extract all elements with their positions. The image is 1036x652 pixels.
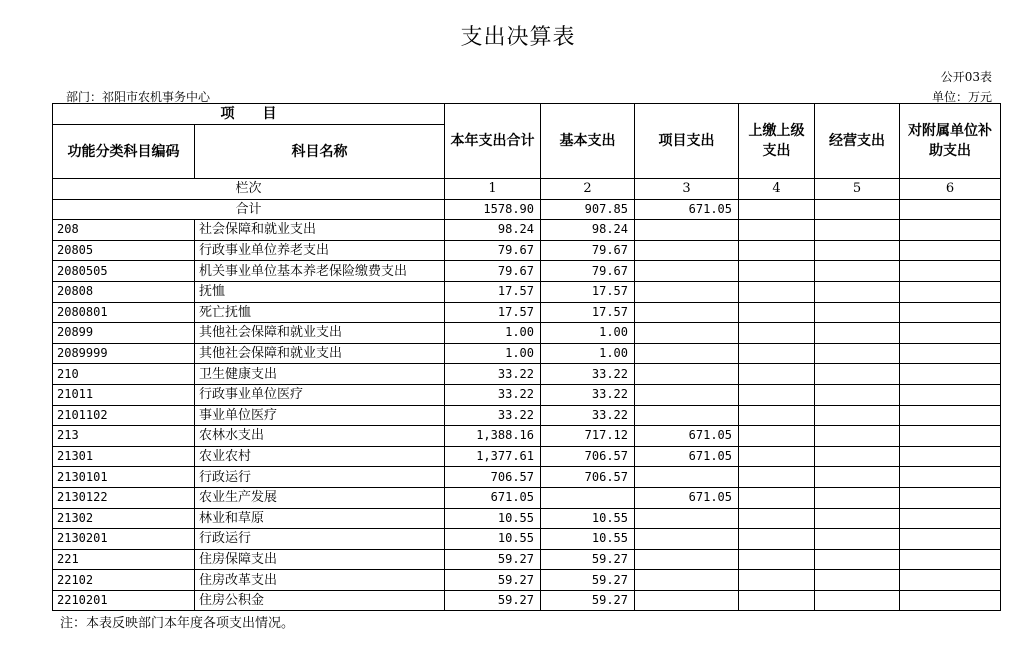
row-upper: [739, 343, 815, 364]
header-code: 功能分类科目编码: [53, 125, 195, 179]
sum-item: 671.05: [635, 199, 739, 220]
row-basic: 59.27: [541, 570, 635, 591]
row-code: 2210201: [53, 590, 195, 611]
row-upper: [739, 487, 815, 508]
row-upper: [739, 364, 815, 385]
row-item: [635, 240, 739, 261]
header-upper: 上缴上级支出: [739, 104, 815, 179]
row-code: 2080505: [53, 261, 195, 282]
row-basic: 79.67: [541, 261, 635, 282]
header-project: 项 目: [53, 104, 445, 125]
row-code: 2130101: [53, 467, 195, 488]
row-name: 社会保障和就业支出: [195, 220, 445, 241]
row-total: 79.67: [445, 261, 541, 282]
row-subsidy: [900, 364, 1001, 385]
row-name: 行政事业单位养老支出: [195, 240, 445, 261]
row-subsidy: [900, 529, 1001, 550]
row-code: 2101102: [53, 405, 195, 426]
sum-basic: 907.85: [541, 199, 635, 220]
row-item: 671.05: [635, 426, 739, 447]
header-operating: 经营支出: [815, 104, 900, 179]
row-item: [635, 570, 739, 591]
table-row: [53, 570, 1001, 591]
row-code: 2130122: [53, 487, 195, 508]
row-operating: [815, 570, 900, 591]
row-upper: [739, 302, 815, 323]
row-upper: [739, 281, 815, 302]
row-item: [635, 467, 739, 488]
row-total: 59.27: [445, 570, 541, 591]
row-subsidy: [900, 570, 1001, 591]
row-code: 20808: [53, 281, 195, 302]
table-row: [53, 261, 1001, 282]
row-code: 20805: [53, 240, 195, 261]
row-total: 98.24: [445, 220, 541, 241]
row-name: 机关事业单位基本养老保险缴费支出: [195, 261, 445, 282]
table-row: [53, 590, 1001, 611]
row-upper: [739, 570, 815, 591]
row-operating: [815, 384, 900, 405]
row-name: 住房保障支出: [195, 549, 445, 570]
row-item: [635, 529, 739, 550]
row-item: 671.05: [635, 446, 739, 467]
footnote: 注：本表反映部门本年度各项支出情况。: [60, 616, 295, 631]
row-name: 农业农村: [195, 446, 445, 467]
row-item: [635, 343, 739, 364]
row-operating: [815, 590, 900, 611]
row-name: 事业单位医疗: [195, 405, 445, 426]
row-code: 210: [53, 364, 195, 385]
row-total: 1.00: [445, 343, 541, 364]
row-operating: [815, 508, 900, 529]
row-upper: [739, 549, 815, 570]
table-row: [53, 426, 1001, 447]
row-upper: [739, 261, 815, 282]
department-label: 部门：祁阳市农机事务中心: [66, 90, 211, 104]
row-total: 59.27: [445, 549, 541, 570]
row-item: [635, 590, 739, 611]
index-col: 6: [900, 179, 1001, 200]
index-col: 2: [541, 179, 635, 200]
row-total: 1,377.61: [445, 446, 541, 467]
row-name: 住房改革支出: [195, 570, 445, 591]
row-upper: [739, 529, 815, 550]
index-row: [53, 179, 1001, 200]
index-col: 5: [815, 179, 900, 200]
table-row: [53, 467, 1001, 488]
table-row: [53, 302, 1001, 323]
sum-label: 合计: [53, 199, 445, 220]
row-basic: 717.12: [541, 426, 635, 447]
row-operating: [815, 549, 900, 570]
table-row: [53, 343, 1001, 364]
row-basic: 1.00: [541, 343, 635, 364]
header-item: 项目支出: [635, 104, 739, 179]
row-item: [635, 281, 739, 302]
row-item: [635, 323, 739, 344]
row-name: 住房公积金: [195, 590, 445, 611]
row-basic: 10.55: [541, 529, 635, 550]
row-basic: 1.00: [541, 323, 635, 344]
row-name: 卫生健康支出: [195, 364, 445, 385]
row-total: 17.57: [445, 281, 541, 302]
row-operating: [815, 281, 900, 302]
row-code: 20899: [53, 323, 195, 344]
row-code: 2130201: [53, 529, 195, 550]
row-upper: [739, 323, 815, 344]
row-basic: 59.27: [541, 549, 635, 570]
row-code: 213: [53, 426, 195, 447]
row-upper: [739, 405, 815, 426]
row-total: 33.22: [445, 384, 541, 405]
index-col: 4: [739, 179, 815, 200]
row-item: [635, 384, 739, 405]
row-upper: [739, 384, 815, 405]
row-total: 59.27: [445, 590, 541, 611]
row-name: 其他社会保障和就业支出: [195, 343, 445, 364]
row-upper: [739, 220, 815, 241]
sum-row: [53, 199, 1001, 220]
row-subsidy: [900, 487, 1001, 508]
table-row: [53, 240, 1001, 261]
row-item: [635, 261, 739, 282]
row-subsidy: [900, 467, 1001, 488]
table-row: [53, 220, 1001, 241]
row-subsidy: [900, 446, 1001, 467]
table-row: [53, 487, 1001, 508]
row-upper: [739, 467, 815, 488]
row-basic: 17.57: [541, 281, 635, 302]
row-item: [635, 302, 739, 323]
page-title: 支出决算表: [460, 25, 576, 50]
table-row: [53, 405, 1001, 426]
row-upper: [739, 240, 815, 261]
row-operating: [815, 323, 900, 344]
row-total: 10.55: [445, 529, 541, 550]
row-total: 1,388.16: [445, 426, 541, 447]
row-name: 农林水支出: [195, 426, 445, 447]
row-basic: 98.24: [541, 220, 635, 241]
row-subsidy: [900, 261, 1001, 282]
row-subsidy: [900, 405, 1001, 426]
row-operating: [815, 240, 900, 261]
row-operating: [815, 426, 900, 447]
row-name: 林业和草原: [195, 508, 445, 529]
row-name: 农业生产发展: [195, 487, 445, 508]
row-basic: 33.22: [541, 384, 635, 405]
row-code: 22102: [53, 570, 195, 591]
row-upper: [739, 590, 815, 611]
row-total: 706.57: [445, 467, 541, 488]
sum-operating: [815, 199, 900, 220]
row-basic: 33.22: [541, 405, 635, 426]
row-item: [635, 508, 739, 529]
row-name: 行政运行: [195, 467, 445, 488]
expenditure-table: [52, 103, 1001, 611]
header-name: 科目名称: [195, 125, 445, 179]
row-operating: [815, 343, 900, 364]
table-row: [53, 508, 1001, 529]
row-code: 21302: [53, 508, 195, 529]
row-upper: [739, 426, 815, 447]
row-operating: [815, 529, 900, 550]
row-name: 行政事业单位医疗: [195, 384, 445, 405]
table-row: [53, 446, 1001, 467]
row-code: 21011: [53, 384, 195, 405]
row-operating: [815, 467, 900, 488]
row-subsidy: [900, 384, 1001, 405]
row-upper: [739, 446, 815, 467]
row-operating: [815, 261, 900, 282]
row-total: 79.67: [445, 240, 541, 261]
row-basic: 706.57: [541, 467, 635, 488]
header-basic: 基本支出: [541, 104, 635, 179]
row-name: 其他社会保障和就业支出: [195, 323, 445, 344]
index-col: 3: [635, 179, 739, 200]
row-subsidy: [900, 220, 1001, 241]
unit-label: 单位：万元: [931, 90, 992, 104]
row-operating: [815, 364, 900, 385]
sum-upper: [739, 199, 815, 220]
row-code: 2080801: [53, 302, 195, 323]
row-code: 221: [53, 549, 195, 570]
table-row: [53, 529, 1001, 550]
row-item: [635, 364, 739, 385]
row-upper: [739, 508, 815, 529]
table-row: [53, 281, 1001, 302]
row-operating: [815, 405, 900, 426]
row-total: 17.57: [445, 302, 541, 323]
index-label: 栏次: [53, 179, 445, 200]
row-total: 671.05: [445, 487, 541, 508]
row-basic: [541, 487, 635, 508]
row-subsidy: [900, 281, 1001, 302]
row-subsidy: [900, 508, 1001, 529]
header-subsidy: 对附属单位补助支出: [900, 104, 1001, 179]
row-subsidy: [900, 323, 1001, 344]
row-basic: 33.22: [541, 364, 635, 385]
row-code: 208: [53, 220, 195, 241]
row-name: 抚恤: [195, 281, 445, 302]
row-subsidy: [900, 549, 1001, 570]
row-basic: 706.57: [541, 446, 635, 467]
row-basic: 17.57: [541, 302, 635, 323]
row-total: 33.22: [445, 405, 541, 426]
form-number: 公开03表: [940, 70, 992, 84]
row-operating: [815, 446, 900, 467]
row-operating: [815, 302, 900, 323]
row-code: 2089999: [53, 343, 195, 364]
row-total: 10.55: [445, 508, 541, 529]
row-item: [635, 549, 739, 570]
row-operating: [815, 220, 900, 241]
sum-subsidy: [900, 199, 1001, 220]
row-item: 671.05: [635, 487, 739, 508]
row-item: [635, 405, 739, 426]
row-subsidy: [900, 590, 1001, 611]
row-subsidy: [900, 343, 1001, 364]
table-row: [53, 549, 1001, 570]
row-basic: 10.55: [541, 508, 635, 529]
row-subsidy: [900, 426, 1001, 447]
row-code: 21301: [53, 446, 195, 467]
row-name: 行政运行: [195, 529, 445, 550]
table-row: [53, 323, 1001, 344]
row-total: 33.22: [445, 364, 541, 385]
index-col: 1: [445, 179, 541, 200]
row-subsidy: [900, 240, 1001, 261]
row-subsidy: [900, 302, 1001, 323]
row-item: [635, 220, 739, 241]
row-name: 死亡抚恤: [195, 302, 445, 323]
row-basic: 79.67: [541, 240, 635, 261]
row-basic: 59.27: [541, 590, 635, 611]
table-row: [53, 384, 1001, 405]
row-total: 1.00: [445, 323, 541, 344]
sum-total: 1578.90: [445, 199, 541, 220]
row-operating: [815, 487, 900, 508]
table-row: [53, 364, 1001, 385]
header-total: 本年支出合计: [445, 104, 541, 179]
